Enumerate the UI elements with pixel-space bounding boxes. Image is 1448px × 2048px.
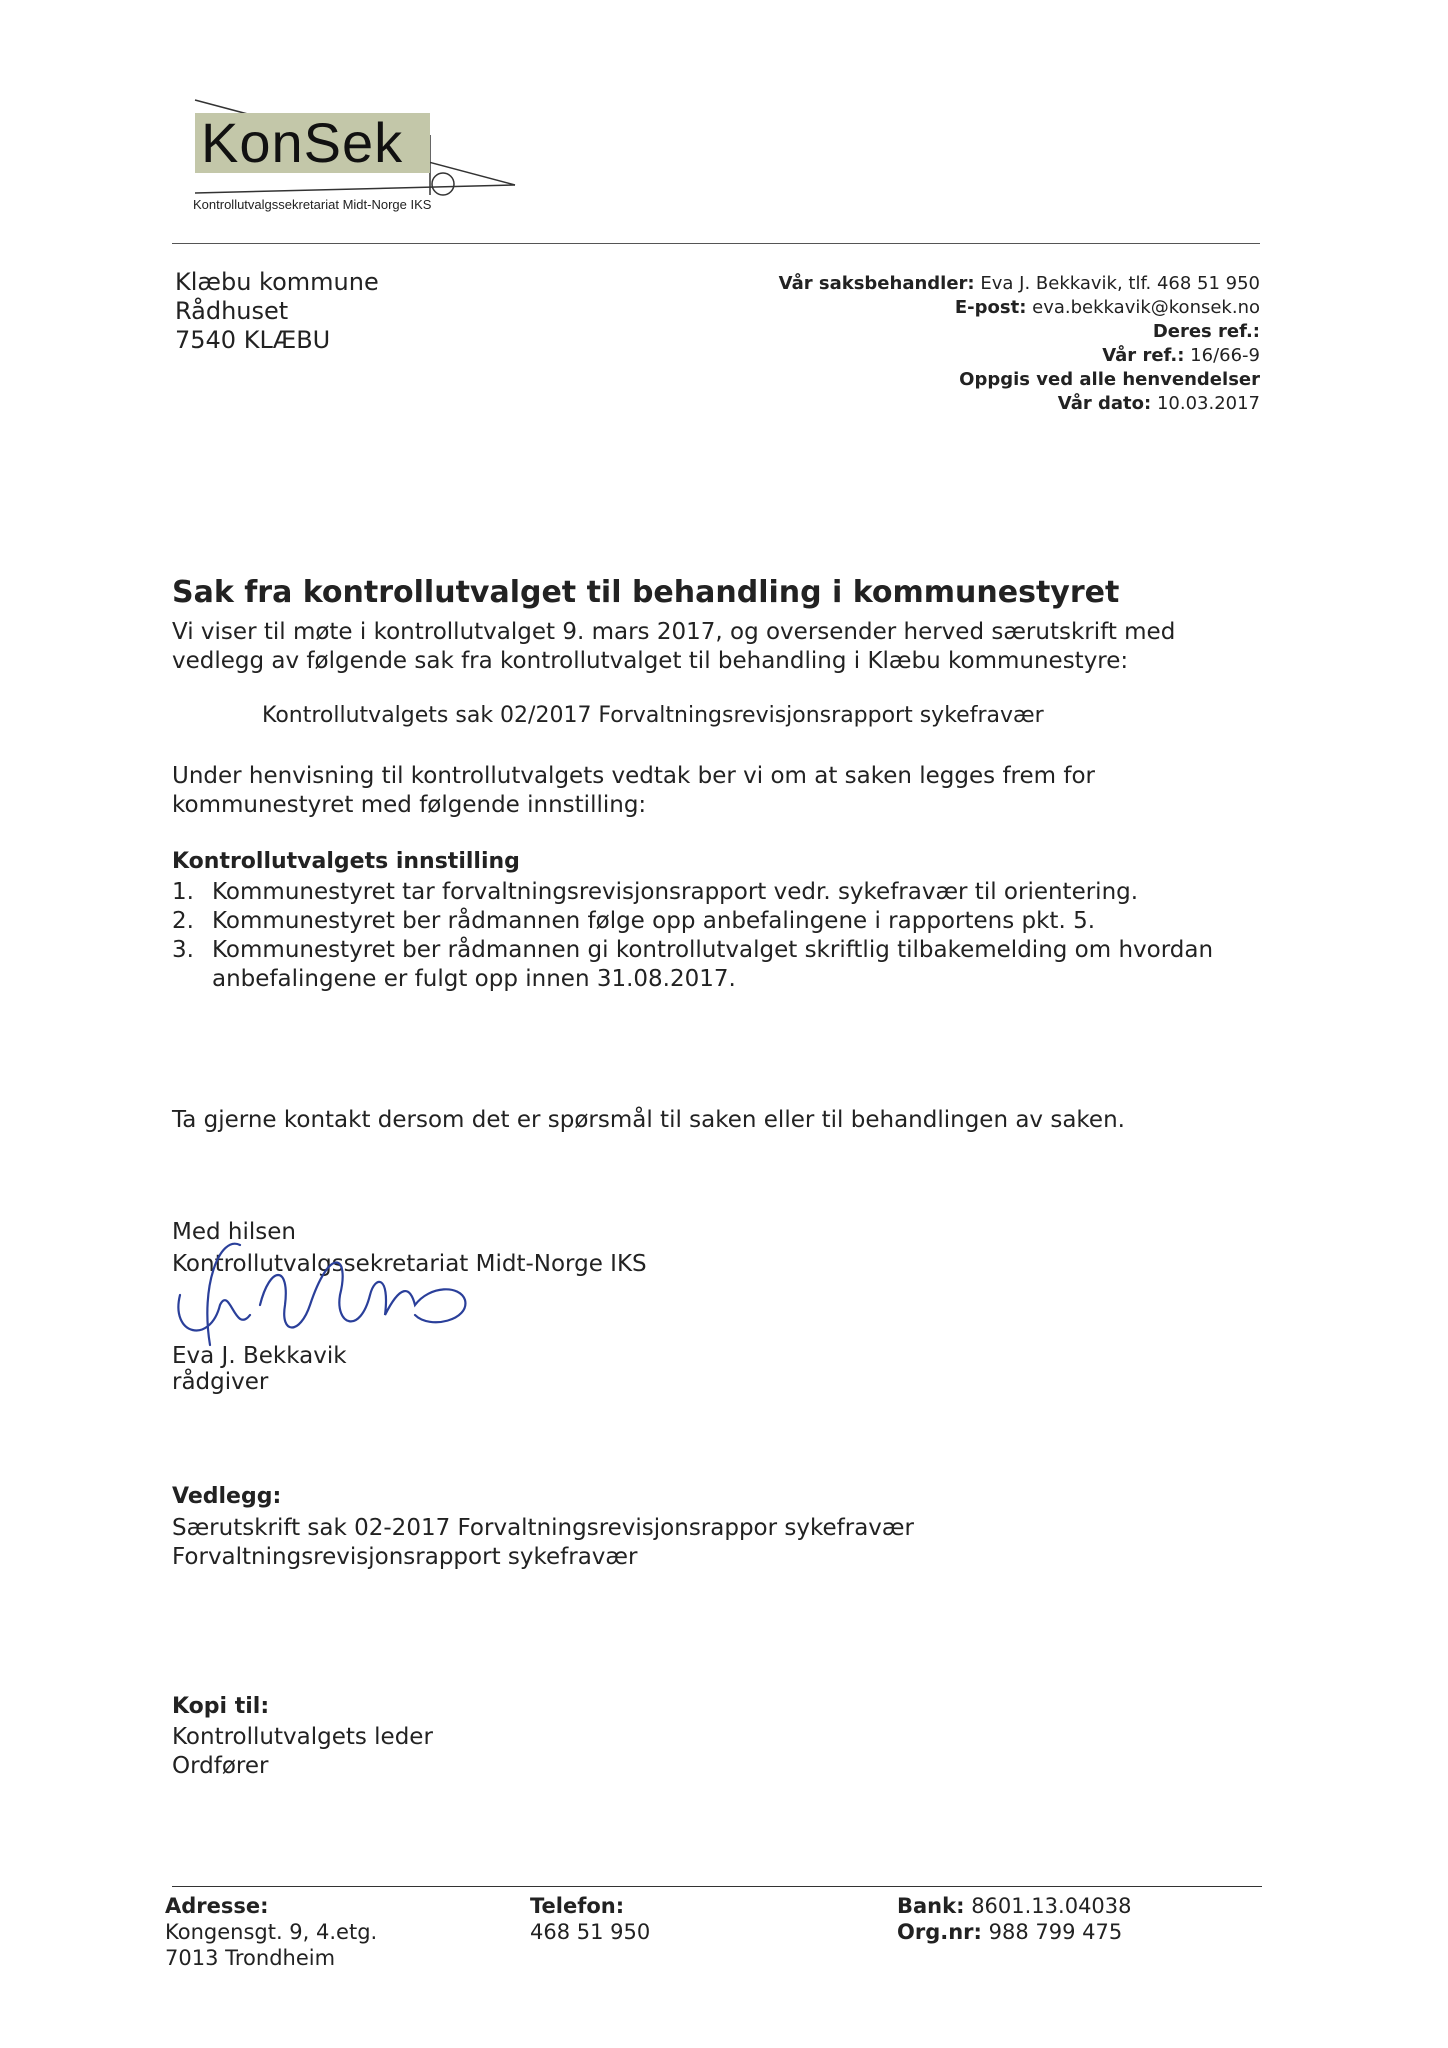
attachment-item: Forvaltningsrevisjonsrapport sykefravær — [172, 1544, 638, 1570]
konsek-logo — [185, 95, 525, 225]
closing-organization: Kontrollutvalgssekretariat Midt-Norge IKS — [172, 1251, 647, 1277]
bank-value: 8601.13.04038 — [971, 1894, 1132, 1918]
phone-label: Telefon: — [530, 1894, 625, 1918]
footer-rule — [172, 1886, 1262, 1887]
email-label: E-post: — [954, 297, 1027, 318]
contact-paragraph: Ta gjerne kontakt dersom det er spørsmål til saken eller til behandlingen av saken. — [172, 1107, 1125, 1133]
list-item: 3. Kommunestyret ber rådmannen gi kontrollutvalget skriftlig tilbakemelding om hvordan anbefalingene er fulgt opp innen 31.08.2017. — [172, 937, 1214, 992]
address-line: 7013 Trondheim — [165, 1946, 336, 1970]
their-ref-label: Deres ref.: — [1152, 321, 1260, 342]
address-line: Kongensgt. 9, 4.etg. — [165, 1920, 378, 1944]
copy-item: Kontrollutvalgets leder — [172, 1724, 433, 1750]
org-value: 988 799 475 — [988, 1920, 1123, 1944]
date-value: 10.03.2017 — [1156, 393, 1260, 414]
letter-title: Sak fra kontrollutvalget til behandling i kommunestyret — [172, 575, 1120, 610]
footer-address — [165, 1893, 377, 1971]
recommendation-list — [172, 878, 1222, 994]
handler-label: Vår saksbehandler: — [778, 273, 975, 294]
our-ref-label: Vår ref.: — [1102, 345, 1185, 366]
list-item: 1. Kommunestyret tar forvaltningsrevisjonsrapport vedr. sykefravær til orientering. — [172, 879, 1139, 905]
reference-block — [779, 272, 1260, 416]
our-ref-value: 16/66-9 — [1190, 345, 1260, 366]
address-label: Adresse: — [165, 1894, 269, 1918]
recommendation-heading: Kontrollutvalgets innstilling — [172, 849, 520, 874]
ref-note: Oppgis ved alle henvendelser — [959, 369, 1260, 390]
list-item: 2. Kommunestyret ber rådmannen følge opp anbefalingene i rapportens pkt. 5. — [172, 908, 1096, 934]
signer-name: Eva J. Bekkavik — [172, 1343, 347, 1369]
org-label: Org.nr: — [897, 1920, 982, 1944]
copies-heading: Kopi til: — [172, 1694, 270, 1719]
bank-label: Bank: — [897, 1894, 965, 1918]
footer-bank — [897, 1893, 1132, 1945]
recipient-line: 7540 KLÆBU — [175, 326, 331, 354]
date-label: Vår dato: — [1057, 393, 1152, 414]
logo-wordmark: KonSek — [195, 113, 430, 173]
handler-value: Eva J. Bekkavik, tlf. 468 51 950 — [980, 273, 1260, 294]
case-title: Kontrollutvalgets sak 02/2017 Forvaltningsrevisjonsrapport sykefravær — [262, 703, 1044, 728]
closing-greeting: Med hilsen — [172, 1219, 296, 1245]
attachments-heading: Vedlegg: — [172, 1484, 282, 1509]
request-paragraph: Under henvisning til kontrollutvalgets vedtak ber vi om at saken legges frem for kommunestyret med følgende innstilling: — [172, 763, 1095, 818]
recipient-line: Klæbu kommune — [175, 268, 379, 296]
copy-item: Ordfører — [172, 1753, 269, 1779]
attachment-item: Særutskrift sak 02-2017 Forvaltningsrevisjonsrappor sykefravær — [172, 1515, 914, 1541]
intro-paragraph: Vi viser til møte i kontrollutvalget 9. mars 2017, og oversender herved særutskrift med vedlegg av følgende sak fra kontrollutvalget til behandling i Klæbu kommunestyre: — [172, 619, 1176, 674]
logo-tagline: Kontrollutvalgssekretariat Midt-Norge IKS — [193, 197, 432, 212]
header-rule — [172, 243, 1260, 244]
signer-role: rådgiver — [172, 1369, 269, 1395]
email-value: eva.bekkavik@konsek.no — [1032, 297, 1260, 318]
recipient-line: Rådhuset — [175, 297, 289, 325]
footer-phone — [530, 1893, 650, 1945]
recipient-address — [175, 268, 379, 355]
phone-value: 468 51 950 — [530, 1920, 651, 1944]
